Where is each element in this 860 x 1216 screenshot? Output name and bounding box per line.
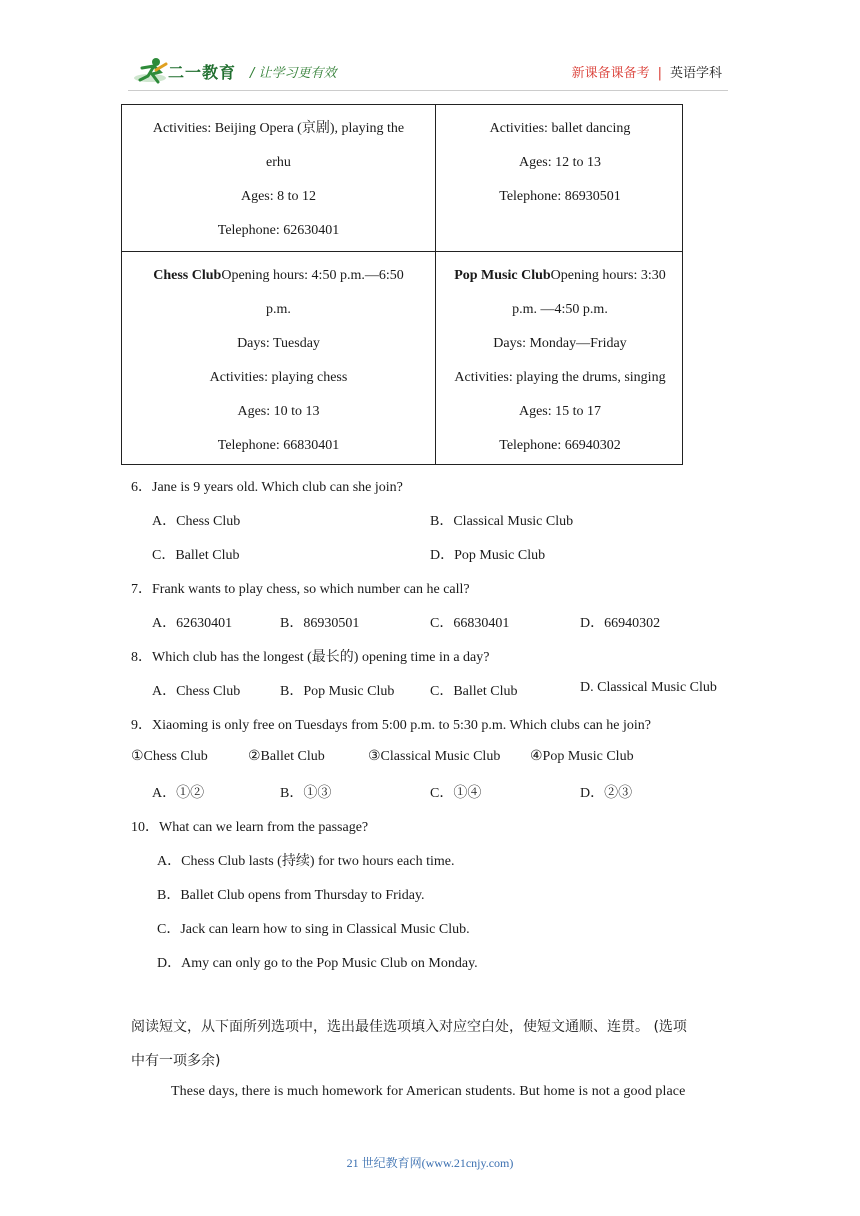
header-right	[572, 62, 722, 81]
cell-line: Ages: 12 to 13	[518, 155, 602, 170]
table-cell-pop-music-club	[436, 259, 684, 463]
question-7-option-d: D．66940302	[580, 616, 661, 631]
cell-line: Telephone: 62630401	[217, 223, 340, 238]
cell-line: Days: Monday—Friday	[493, 336, 627, 351]
table-cell-chess-club	[122, 259, 435, 463]
header-separator: |	[657, 66, 662, 81]
question-8-option-c: C．Ballet Club	[430, 684, 518, 699]
question-10-option-b: B．Ballet Club opens from Thursday to Friday.	[157, 888, 425, 903]
question-7-option-c: C．66830401	[430, 616, 510, 631]
page-footer: 21 世纪教育网(www.21cnjy.com)	[346, 1156, 514, 1170]
section-instruction-line2: 中有一项多余)	[131, 1053, 221, 1069]
slogan: / 让学习更有效	[250, 66, 337, 81]
question-7-option-a: A．62630401	[152, 616, 233, 631]
question-10-option-a: A．Chess Club lasts (持续) for two hours each time.	[157, 854, 455, 869]
club-name: Chess Club	[153, 268, 222, 283]
table-row-divider	[122, 251, 682, 252]
question-9-choice-1: ①Chess Club	[131, 749, 208, 764]
question-9-choice-4: ④Pop Music Club	[530, 749, 634, 764]
cell-line: Telephone: 86930501	[499, 189, 621, 204]
question-8-option-d: D. Classical Music Club	[580, 680, 717, 695]
header-tagline: 新课备课备考	[571, 66, 650, 81]
logo-text: 二一教育	[168, 63, 237, 82]
cell-line: Telephone: 66830401	[217, 438, 340, 453]
club-table	[121, 104, 683, 465]
question-9-option-d: D．②③	[580, 786, 633, 801]
section-instruction-line1: 阅读短文，从下面所列选项中，选出最佳选项填入对应空白处，使短文通顺、连贯。 (选项	[131, 1019, 687, 1035]
cell-line: Ages: 10 to 13	[237, 404, 320, 419]
question-7-stem: 7．Frank wants to play chess, so which number can he call?	[131, 582, 470, 597]
question-9-stem: 9．Xiaoming is only free on Tuesdays from 5:00 p.m. to 5:30 p.m. Which clubs can he join?	[131, 718, 652, 733]
header-divider	[128, 90, 728, 91]
cell-line: p.m. —4:50 p.m.	[512, 302, 608, 317]
question-9-option-a: A．①②	[152, 786, 205, 801]
cell-line: Days: Tuesday	[237, 336, 320, 351]
cell-line: Activities: playing the drums, singing	[454, 370, 666, 385]
question-9-choice-3: ③Classical Music Club	[368, 749, 501, 764]
question-6-option-a: A．Chess Club	[152, 514, 241, 529]
header-subject: 英语学科	[669, 66, 722, 81]
question-9-option-c: C．①④	[430, 786, 482, 801]
table-cell-classical-info	[122, 112, 435, 248]
cell-line: erhu	[266, 155, 291, 170]
cell-line	[122, 259, 435, 293]
cell-line: Activities: ballet dancing	[489, 121, 631, 136]
club-hours: Opening hours: 3:30	[550, 268, 666, 283]
question-8-stem: 8．Which club has the longest (最长的) opening time in a day?	[131, 650, 490, 665]
question-6-option-b: B．Classical Music Club	[430, 514, 574, 529]
cell-line: Activities: Beijing Opera (京剧), playing the	[152, 121, 405, 136]
cell-line: p.m.	[266, 302, 291, 317]
passage-first-line: These days, there is much homework for American students. But home is not a good place	[171, 1084, 686, 1099]
cell-line: Ages: 8 to 12	[240, 189, 317, 204]
cell-line: Telephone: 66940302	[499, 438, 621, 453]
question-10-option-c: C．Jack can learn how to sing in Classical Music Club.	[157, 922, 470, 937]
question-9-option-b: B．①③	[280, 786, 332, 801]
cell-line: Ages: 15 to 17	[518, 404, 602, 419]
table-cell-ballet-info	[436, 112, 684, 214]
club-name: Pop Music Club	[454, 268, 551, 283]
question-8-option-b: B．Pop Music Club	[280, 684, 395, 699]
cell-line: Activities: playing chess	[209, 370, 348, 385]
question-8-option-a: A．Chess Club	[152, 684, 241, 699]
question-7-option-b: B．86930501	[280, 616, 360, 631]
question-9-choice-2: ②Ballet Club	[248, 749, 325, 764]
club-hours: Opening hours: 4:50 p.m.—6:50	[221, 268, 404, 283]
question-10-stem: 10．What can we learn from the passage?	[131, 820, 369, 835]
question-10-option-d: D．Amy can only go to the Pop Music Club on Monday.	[157, 956, 478, 971]
question-6-option-d: D．Pop Music Club	[430, 548, 546, 563]
cell-line	[436, 259, 684, 293]
question-6-option-c: C．Ballet Club	[152, 548, 240, 563]
question-6-stem: 6．Jane is 9 years old. Which club can she join?	[131, 480, 403, 495]
